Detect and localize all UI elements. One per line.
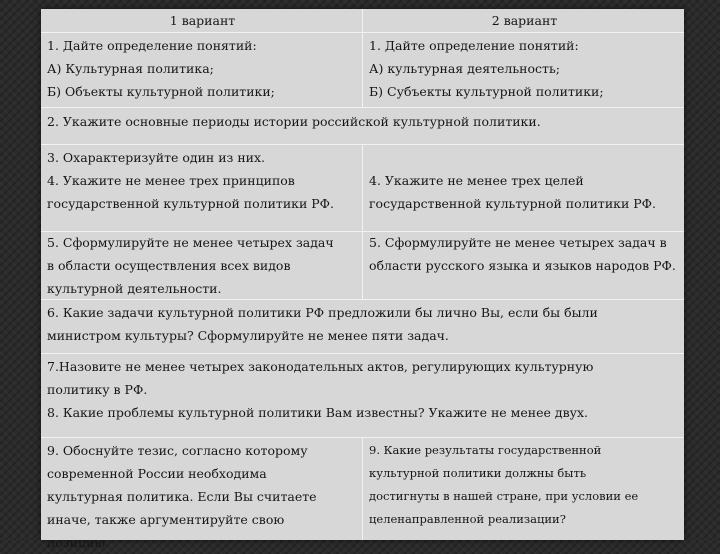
- question1-row: [41, 32, 684, 108]
- question1-variant1: [41, 32, 362, 107]
- question6-cell: [41, 299, 684, 353]
- q7-8-line: политику в РФ.: [47, 382, 148, 397]
- q9-left-line: иначе, также аргументируйте свою: [47, 512, 285, 527]
- q1-left-line: Б) Объекты культурной политики;: [47, 84, 275, 99]
- q1-right-line: А) культурная деятельность;: [369, 61, 560, 76]
- q9-left-line: культурная политика. Если Вы считаете: [47, 489, 317, 504]
- q1-right-line: Б) Субъекты культурной политики;: [369, 84, 604, 99]
- q2-line: 2. Укажите основные периоды истории российской культурной политики.: [47, 114, 541, 129]
- question3-4-variant1: [41, 144, 362, 231]
- q9-right-line: целенаправленной реализации?: [369, 512, 566, 526]
- q7-8-line: 7.Назовите не менее четырех законодательных актов, регулирующих культурную: [47, 359, 594, 374]
- question9-variant1: [41, 437, 362, 550]
- variant2-header: [362, 9, 684, 32]
- question3-4-variant2: [362, 144, 684, 231]
- question2-row: [41, 107, 684, 145]
- question6-row: [41, 299, 684, 354]
- q9-left-line: 9. Обоснуйте тезис, согласно которому: [47, 443, 308, 458]
- question5-variant1: [41, 231, 362, 299]
- q7-8-line: 8. Какие проблемы культурной политики Вам известны? Укажите не менее двух.: [47, 405, 588, 420]
- q1-right-line: 1. Дайте определение понятий:: [369, 38, 579, 53]
- variant2-title: 2 вариант: [491, 13, 558, 28]
- variant1-title: 1 вариант: [169, 13, 236, 28]
- q5-right-line: 5. Сформулируйте не менее четырех задач в: [369, 235, 667, 250]
- question5-row: [41, 231, 684, 300]
- question7-8-row: [41, 353, 684, 438]
- q9-right-line: 9. Какие результаты государственной: [369, 443, 602, 457]
- question9-variant2: [362, 437, 684, 540]
- q3-4-left-line: государственной культурной политики РФ.: [47, 196, 335, 211]
- question9-row: [41, 437, 684, 550]
- question5-variant2: [362, 231, 684, 299]
- variant1-header: [41, 9, 362, 32]
- q3-4-right-line: государственной культурной политики РФ.: [369, 196, 657, 211]
- question2-cell: [41, 107, 684, 144]
- q3-4-left-line: 4. Укажите не менее трех принципов: [47, 173, 295, 188]
- q1-left-line: 1. Дайте определение понятий:: [47, 38, 257, 53]
- q9-right-line: культурной политики должны быть: [369, 466, 587, 480]
- q5-left-line: культурной деятельности.: [47, 281, 222, 296]
- q5-left-line: 5. Сформулируйте не менее четырех задач: [47, 235, 334, 250]
- q6-line: министром культуры? Сформулируйте не менее пяти задач.: [47, 328, 449, 343]
- q3-4-right-line: 4. Укажите не менее трех целей: [369, 173, 584, 188]
- q5-right-line: области русского языка и языков народов РФ.: [369, 258, 676, 273]
- question3-4-row: [41, 144, 684, 232]
- q9-left-line: позицию.: [47, 535, 110, 550]
- q1-left-line: А) Культурная политика;: [47, 61, 214, 76]
- q5-left-line: в области осуществления всех видов: [47, 258, 291, 273]
- header-row: [41, 9, 684, 33]
- question1-variant2: [362, 32, 684, 107]
- q9-left-line: современной России необходима: [47, 466, 267, 481]
- assignment-table: [41, 9, 684, 550]
- q3-4-left-line: 3. Охарактеризуйте один из них.: [47, 150, 266, 165]
- q6-line: 6. Какие задачи культурной политики РФ предложили бы лично Вы, если бы были: [47, 305, 598, 320]
- q9-right-line: достигнуты в нашей стране, при условии ее: [369, 489, 639, 503]
- question7-8-cell: [41, 353, 684, 437]
